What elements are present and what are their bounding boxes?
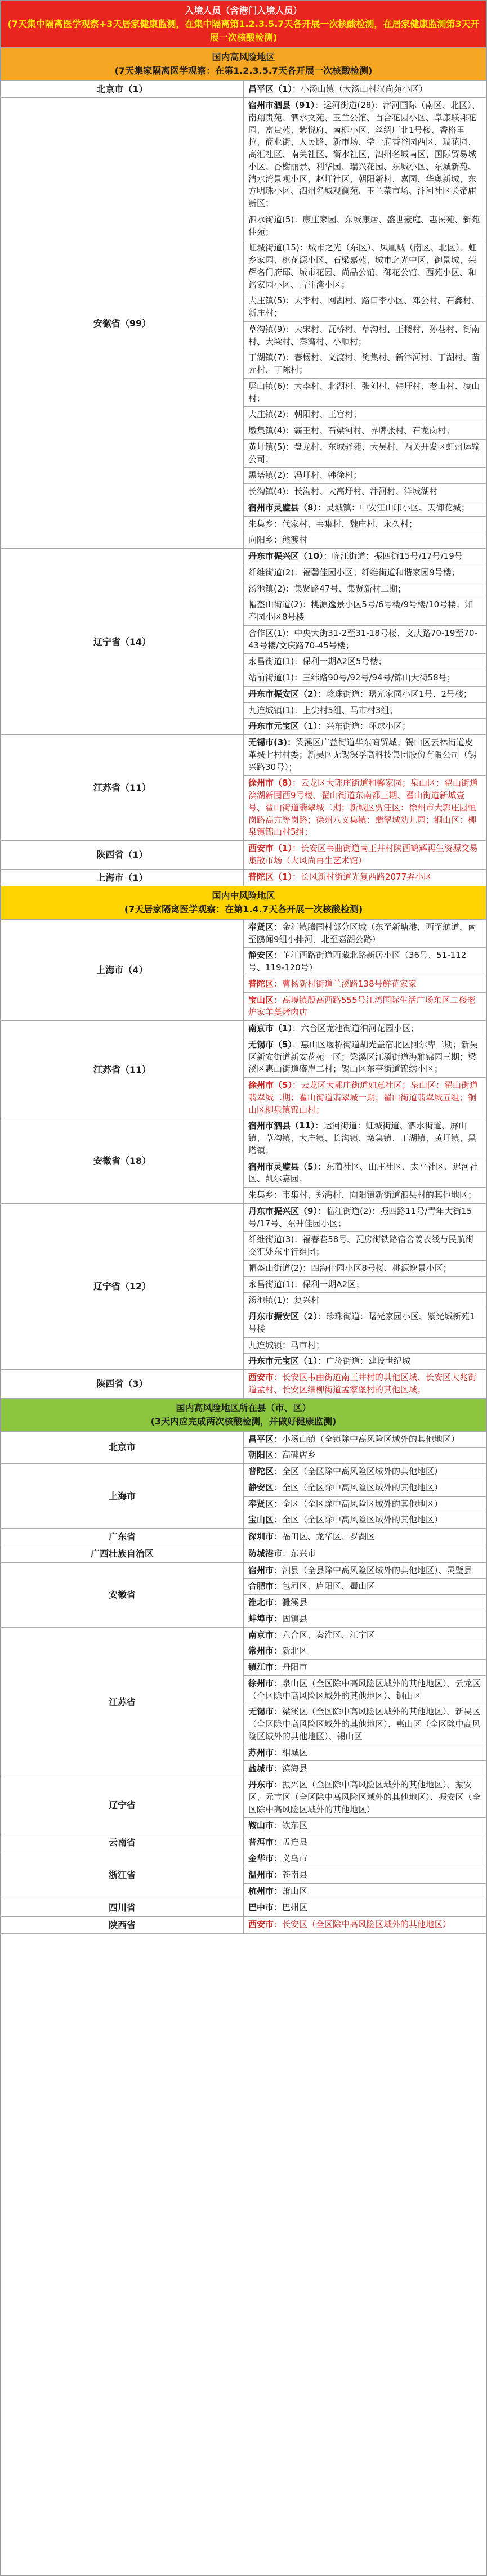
table-row: [1, 869, 486, 886]
area-cell: [244, 532, 486, 549]
area-head: 丹东市元宝区（1）: [248, 1356, 318, 1367]
area-head: 巴中市: [248, 1902, 274, 1913]
area-text: 泗水街道(5)：康庄家园、东城康居、盛世豪庭、惠民苑、新苑佳苑；: [248, 214, 480, 237]
area-cell: [244, 1883, 486, 1899]
area-cell: [244, 1188, 486, 1204]
area-cell: [244, 549, 486, 565]
area-text: 朱集乡：代家村、韦集村、魏庄村、永久村；: [248, 518, 418, 529]
area-head: 昌平区（1）: [248, 83, 292, 94]
area-head: 杭州市: [248, 1885, 274, 1896]
province-cell: 浙江省: [1, 1851, 244, 1899]
area-cell: [244, 1643, 486, 1660]
area-head: 宿州市灵璧县（5）: [248, 1161, 318, 1172]
area-text: ：包河区、庐阳区、蜀山区: [274, 1581, 376, 1592]
area-text: ：泉山区（全区除中高风险区域外的其他地区）、云龙区（全区除中高风险区域外的其他地区）、铜山区: [248, 1678, 481, 1701]
area-text: 汤池镇(2)：集贤路47号、集贤新村二期；: [248, 583, 406, 594]
area-cell: [244, 1354, 486, 1370]
area-text: 草沟镇(9)：大宋村、瓦桥村、草沟村、王楼村、孙巷村、街南村、大梁村、秦湾村、小顺村；: [248, 324, 480, 347]
area-head: 金华市: [248, 1853, 274, 1864]
area-text: ：全区（全区除中高风险区域外的其他地区）: [274, 1498, 443, 1509]
section-title: 国内中风险地区: [212, 890, 275, 901]
area-head: 合肥市: [248, 1581, 274, 1592]
area-text: ：兴东街道：环球小区；: [317, 721, 410, 732]
area-cell: [244, 1260, 486, 1276]
area-head: 苏州市: [248, 1747, 274, 1758]
area-cell: [244, 321, 486, 350]
area-cell: [244, 1834, 486, 1851]
area-head: 无锡市: [248, 1706, 274, 1717]
province-cell: 辽宁省: [1, 1777, 244, 1834]
area-text: ：珍珠街道：曙光家园小区1号、2号楼；: [317, 688, 472, 699]
area-head: 徐州市（5）: [248, 1080, 292, 1091]
area-text: ：芷江西路街道西藏北路新居小区（36号、51-112号、119-120号）: [248, 950, 467, 973]
area-text: ：运河街道：虹城街道、泗水街道、屏山镇、草沟镇、大庄镇、长沟镇、墩集镇、丁湖镇、黄圩镇、黑塔镇；: [248, 1121, 477, 1155]
area-text: ：广济街道：建设世纪城: [317, 1356, 410, 1367]
area-cell: [244, 976, 486, 992]
area-text: ：苍南县: [274, 1869, 308, 1880]
area-text: ：临江街道：振四街15号/17号/19号: [323, 551, 463, 562]
section-title: 国内高风险地区: [212, 52, 275, 62]
area-head: 宿州市泗县（11）: [248, 1121, 315, 1131]
province-cell: 江苏省（11）: [1, 1021, 244, 1118]
table-row: [1, 1562, 486, 1579]
area-text: ：东兴市: [282, 1548, 316, 1559]
area-text: ：全区（全区除中高风险区域外的其他地区）: [274, 1482, 443, 1493]
area-cell: [244, 1529, 486, 1545]
area-cell: [244, 1818, 486, 1834]
area-text: 屏山镇(6)：大李村、北湖村、张刘村、韩圩村、老山村、凌山村；: [248, 380, 480, 404]
area-text: 大庄镇(5)：大李村、网湖村、路口李小区、邓公村、石鑫村、新庄村；: [248, 295, 480, 319]
area-cell: [244, 1078, 486, 1118]
province-cell: 安徽省（18）: [1, 1118, 244, 1204]
table-row: [1, 1545, 486, 1562]
area-cell: [244, 1851, 486, 1867]
area-head: 宝山区: [248, 1515, 274, 1525]
table-row: [1, 1464, 486, 1480]
area-text: 长沟镇(4)：长沟村、大高圩村、汴河村、洋城湖村: [248, 486, 438, 497]
area-cell: [244, 776, 486, 841]
area-head: 无锡市(3)：: [248, 737, 296, 748]
province-cell: 辽宁省（12）: [1, 1203, 244, 1369]
area-head: 丹东市: [248, 1780, 274, 1790]
area-head: 丹东市振兴区（9）: [248, 1206, 318, 1216]
area-head: 丹东市元宝区（1）: [248, 721, 318, 732]
province-cell: 安徽省: [1, 1562, 244, 1627]
area-text: ：珍珠街道：曙光家园小区、紫光城新苑1号楼: [248, 1311, 475, 1334]
table-row: [1, 1851, 486, 1867]
area-cell: [244, 1704, 486, 1745]
section-subtitle: (3天内应完成两次核酸检测，并做好健康监测): [150, 1415, 337, 1427]
area-text: ：铁东区: [274, 1820, 308, 1831]
area-head: 鞍山市: [248, 1820, 274, 1831]
area-text: 纤维街道(2)：福馨佳园小区；纤维街道和谐家园9号楼；: [248, 567, 460, 577]
area-head: 静安区: [248, 950, 274, 961]
area-text: 向阳乡：熊渡村: [248, 535, 308, 545]
area-cell: [244, 1562, 486, 1579]
area-cell: [244, 735, 486, 776]
section-header-row: [1, 48, 486, 81]
area-text: ：振兴区（全区除中高风险区域外的其他地区）、振安区、元宝区（全区除中高风险区域外的其他地区）、振安区（全区除中高风险区域外的其他地区）: [248, 1780, 481, 1815]
area-head: 盐城市: [248, 1763, 274, 1774]
section-header: [1, 886, 486, 919]
area-cell: [244, 484, 486, 500]
area-cell: [244, 1627, 486, 1643]
area-text: ：运河街道(28)：汴河国际（南区、北区）、南翔贵苑、泗水文苑、玉兰公馆、百合花园小区、阜康联邦花园、富贵苑、紫悦府、南柳小区、丝绸厂北1号楼、香格里拉、商业街、人民路、新市场、学士府香谷园西区、瑞花园、高汇社区、南关社区、衡水社区、泗州名城南区、国际贸易城小区、香榭丽景、利华园、瑞兴花园、东城小区、东城新苑、清水湾景观小区、赵圩社区、朝阳新村、嘉园、华奥新城、东方明珠小区、泗州名城观澜苑、玉兰菜市场、汴河社区关帝庙新区；: [248, 100, 480, 209]
area-cell: [244, 1745, 486, 1761]
area-cell: [244, 240, 486, 293]
area-text: 九连城镇：马市村；: [248, 1339, 325, 1350]
province-cell: 辽宁省（14）: [1, 549, 244, 735]
area-head: 西安市: [248, 1919, 274, 1930]
area-cell: [244, 1276, 486, 1293]
area-cell: [244, 81, 486, 98]
province-cell: 江苏省: [1, 1627, 244, 1777]
table-row: [1, 1370, 486, 1399]
area-text: ：孟连县: [274, 1836, 308, 1847]
province-cell: 广东省: [1, 1529, 244, 1545]
area-text: ：萧山区: [274, 1885, 308, 1896]
table-row: [1, 1203, 486, 1232]
area-cell: [244, 378, 486, 407]
area-cell: [244, 1496, 486, 1512]
area-cell: [244, 1448, 486, 1464]
province-cell: 广西壮族自治区: [1, 1545, 244, 1562]
area-head: 丹东市振安区（2）: [248, 688, 318, 699]
province-cell: 陕西省: [1, 1916, 244, 1933]
area-text: ：东蔺社区、山庄社区、太平社区、迟河社区、凯尔嘉园；: [248, 1161, 478, 1184]
area-cell: [244, 1293, 486, 1309]
province-cell: 江苏省（11）: [1, 735, 244, 841]
area-text: ：惠山区堰桥街道胡光盖宿北区阿尔卑二期；新吴区新安街道新安花苑一区；梁溪区江溪街道海雅锦园三期；梁溪区惠山街道盛岸二村；锡山区东亭街道锦绣小区；: [248, 1039, 478, 1074]
area-text: ：义乌市: [274, 1853, 308, 1864]
table-row: [1, 1916, 486, 1933]
area-head: 淮北市: [248, 1597, 274, 1607]
area-head: 丹东市振安区（2）: [248, 1311, 318, 1322]
area-cell: [244, 1512, 486, 1529]
title-cell: [1, 1, 486, 48]
area-cell: [244, 1480, 486, 1496]
area-text: 丁湖镇(7)：春杨村、义渡村、樊集村、新汴河村、丁湖村、苗元村、丁陈村；: [248, 352, 480, 375]
area-text: 帽盔山街道(2)：四海佳园小区8号楼、桃源逸景小区；: [248, 1262, 452, 1273]
area-head: 常州市: [248, 1646, 274, 1656]
area-cell: [244, 1761, 486, 1777]
area-head: 温州市: [248, 1869, 274, 1880]
area-head: 宿州市: [248, 1565, 274, 1575]
province-cell: 上海市: [1, 1464, 244, 1529]
area-text: ：相城区: [274, 1747, 308, 1758]
area-text: ：小汤山镇（全镇除中高风险区域外的其他地区）: [274, 1433, 460, 1444]
table-row: [1, 1021, 486, 1037]
table-row: [1, 1118, 486, 1159]
area-cell: [244, 1545, 486, 1562]
area-head: 徐州市（8）: [248, 778, 292, 789]
area-cell: [244, 1203, 486, 1232]
area-head: 普陀区: [248, 978, 274, 989]
area-cell: [244, 565, 486, 581]
area-head: 西安市（1）: [248, 843, 292, 854]
title-row: [1, 1, 486, 48]
area-text: 墩集镇(4)：霸王村、石梁河村、界牌张村、石龙岗村；: [248, 425, 455, 436]
area-head: 南京市（1）: [248, 1023, 292, 1034]
area-text: 虹城街道(15)：城市之光（东区）、凤凰城（南区、北区）、虹乡家园、桃花源小区、石梁嘉苑、城市之光中区、御景城、荣辉名门府邸、城市花园、尚品公馆、御花公馆、西苑小区、和谐家园小区、古汴湾小区；: [248, 243, 477, 290]
area-text: 合作区(1)：中央大街31-2至31-18号楼、文庆路70-19至70-43号楼/文庆路70-45号楼；: [248, 628, 477, 651]
area-cell: [244, 1370, 486, 1399]
area-cell: [244, 1660, 486, 1676]
area-text: 黄圩镇(5)：盘龙村、东城驿苑、大吴村、西关开发区虹州运输公司；: [248, 441, 480, 464]
area-text: 汤池镇(1)：复兴村: [248, 1295, 320, 1306]
area-head: 奉贤区: [248, 921, 274, 932]
section-header: [1, 1398, 486, 1431]
table-row: [1, 1627, 486, 1643]
area-cell: [244, 1777, 486, 1818]
area-text: ：六合区、秦淮区、江宁区: [274, 1629, 376, 1640]
title-line2: (7天集中隔离医学观察+3天居家健康监测，在集中隔离第1.2.3.5.7天各开展一次核酸检测，在居家健康监测第3天开展一次核酸检测): [7, 19, 480, 43]
area-text: ：云龙区大郭庄街道和馨家园；泉山区：翟山街道滨湖新囤西9号楼、翟山街道东南都三期、翟山街道新城壹号、翟山街道翡翠城二期；新城区贾汪区：徐州市大郭庄园恒岗路高亢等岗路；徐州八义集镇：翡翠城幼儿园；铜山区：柳泉镇锦山村5组；: [248, 778, 478, 837]
area-cell: [244, 1037, 486, 1077]
area-cell: [244, 992, 486, 1021]
area-cell: [244, 1579, 486, 1595]
table-row: [1, 81, 486, 98]
area-cell: [244, 212, 486, 240]
area-text: ：长安区韦曲街道南王井村的其他区域、长安区大兆街道孟村、长安区细柳街道孟家堡村的其他区域；: [248, 1372, 477, 1395]
area-cell: [244, 1611, 486, 1627]
area-text: ：全区（全区除中高风险区域外的其他地区）: [274, 1515, 443, 1525]
area-text: ：小汤山镇（大汤山村汉尚苑小区）: [292, 83, 427, 94]
province-cell: 陕西省（1）: [1, 841, 244, 870]
area-cell: [244, 468, 486, 484]
area-cell: [244, 1916, 486, 1933]
area-cell: [244, 1431, 486, 1448]
section-header-row: [1, 1398, 486, 1431]
area-cell: [244, 1159, 486, 1188]
area-head: 昌平区: [248, 1433, 274, 1444]
area-text: ：临江街道(2)：振四路11号/青年大街15号/17号、东升佳园小区；: [248, 1206, 472, 1229]
area-head: 静安区: [248, 1482, 274, 1493]
area-text: ：金汇镇腾国村部分区域（东至新塘港，西至航道，南至鸥闻9组小排河，北至嘉湖公路）: [248, 921, 477, 944]
province-cell: 云南省: [1, 1834, 244, 1851]
area-head: 丹东市振兴区（10）: [248, 551, 324, 562]
area-head: 普洱市: [248, 1836, 274, 1847]
area-head: 无锡市（5）: [248, 1039, 292, 1050]
area-text: ：曹杨新村街道兰溪路138号鲜花家家: [274, 978, 417, 989]
area-cell: [244, 516, 486, 532]
area-cell: [244, 1675, 486, 1704]
province-cell: 四川省: [1, 1899, 244, 1916]
area-head: 徐州市: [248, 1678, 274, 1688]
area-head: 宿州市泗县（91）: [248, 100, 315, 111]
area-cell: [244, 581, 486, 597]
table-row: [1, 1777, 486, 1818]
section-header: [1, 48, 486, 81]
table-row: [1, 98, 486, 212]
area-cell: [244, 293, 486, 322]
area-cell: [244, 1337, 486, 1354]
area-text: 站前街道(1)：三纬路90号/92号/94号/锦山大街58号；: [248, 673, 455, 683]
area-text: ：六合区龙池街道泊河花园小区；: [292, 1023, 419, 1034]
area-text: ：新北区: [274, 1646, 308, 1656]
area-text: 永昌街道(1)：保利一期A2区；: [248, 1279, 365, 1289]
table-body: [1, 1, 486, 1934]
area-cell: [244, 98, 486, 212]
area-head: 西安市: [248, 1372, 274, 1383]
province-cell: 安徽省（99）: [1, 98, 244, 549]
area-cell: [244, 1118, 486, 1159]
table-row: [1, 1899, 486, 1916]
table-row: [1, 549, 486, 565]
area-text: ：长安区（全区除中高风险区域外的其他地区）: [274, 1919, 452, 1930]
section-subtitle: (7天居家隔离医学观察：在第1.4.7天各开展一次核酸检测): [124, 903, 363, 915]
table-row: [1, 1431, 486, 1448]
area-text: 黑塔镇(2)：冯圩村、韩徐村；: [248, 470, 362, 481]
area-cell: [244, 597, 486, 626]
table-row: [1, 841, 486, 870]
area-cell: [244, 423, 486, 440]
area-text: ：丹阳市: [274, 1662, 308, 1672]
area-cell: [244, 948, 486, 976]
area-cell: [244, 1464, 486, 1480]
area-text: 梁溪区广益街道华东商贸城；锡山区云林街道皮革城七村村委；新吴区无锡深孚高科技集团股份有限公司（锡兴路30号）；: [248, 737, 477, 772]
area-head: 蚌埠市: [248, 1613, 274, 1624]
province-cell: 陕西省（3）: [1, 1370, 244, 1399]
area-head: 普陀区: [248, 1466, 274, 1477]
area-text: ：濉溪县: [274, 1597, 308, 1607]
area-head: 朝阳区: [248, 1450, 274, 1461]
area-text: ：全区（全区除中高风险区域外的其他地区）: [274, 1466, 443, 1477]
area-cell: [244, 1867, 486, 1883]
area-cell: [244, 869, 486, 886]
area-head: 奉贤区: [248, 1498, 274, 1509]
area-text: ：灵城镇：中安江山印小区、天御花城；: [317, 502, 470, 513]
area-text: ：高境镇殷高西路555号江湾国际生活广场东区二楼老炉家羊羹烤肉店: [248, 994, 476, 1018]
area-head: 镇江市: [248, 1662, 274, 1672]
area-head: 宝山区: [248, 994, 274, 1005]
area-cell: [244, 1899, 486, 1916]
area-text: ：高碑店乡: [274, 1450, 316, 1461]
province-cell: 上海市（1）: [1, 869, 244, 886]
area-text: 九连城镇(1)：上尖村5组、马市村3组；: [248, 705, 398, 715]
province-cell: 上海市（4）: [1, 919, 244, 1020]
area-head: 深圳市: [248, 1531, 274, 1542]
area-head: 南京市: [248, 1629, 274, 1640]
area-cell: [244, 500, 486, 516]
area-cell: [244, 719, 486, 735]
table-row: [1, 1529, 486, 1545]
risk-area-table: [1, 1, 486, 1934]
area-cell: [244, 919, 486, 948]
area-text: 纤维街道(3)：福春巷58号、瓦房街铁路宿舍姜衣线与民航街交汇处东平行组团；: [248, 1234, 474, 1257]
area-text: ：滨海县: [274, 1763, 308, 1774]
area-cell: [244, 1021, 486, 1037]
area-text: 帽盔山街道(2)：桃源逸景小区5号/6号楼/9号楼/10号楼；知春园小区8号楼: [248, 599, 473, 622]
area-cell: [244, 350, 486, 379]
area-text: ：巴州区: [274, 1902, 308, 1913]
area-text: ：梁溪区（全区除中高风险区域外的其他地区）、新吴区（全区除中高风险区域外的其他地区）、惠山区（全区除中高风险区域外的其他地区）、锡山区: [248, 1706, 481, 1741]
section-title: 国内高风险地区所在县（市、区）: [176, 1402, 311, 1413]
area-cell: [244, 1232, 486, 1261]
area-text: ：长风新村街道光复西路2077弄小区: [292, 872, 432, 882]
area-cell: [244, 407, 486, 423]
area-head: 普陀区（1）: [248, 872, 292, 882]
area-head: 防城港市: [248, 1548, 283, 1559]
area-text: ：固镇县: [274, 1613, 308, 1624]
area-text: ：云龙区大郭庄街道如意社区；泉山区：翟山街道翡翠城二期；翟山街道翡翠城一期；翟山街道翡翠城五组；铜山区柳泉镇锦山村；: [248, 1080, 478, 1115]
province-cell: 北京市（1）: [1, 81, 244, 98]
area-text: 朱集乡：韦集村、郑湾村、向阳镇新街道泗县村的其他地区；: [248, 1190, 477, 1200]
title-line1: 入境人员（含港门入境人员）: [185, 5, 302, 16]
area-head: 宿州市灵璧县（8）: [248, 502, 318, 513]
area-cell: [244, 1309, 486, 1338]
table-row: [1, 735, 486, 776]
area-text: ：泗县（全县除中高风险区域外的其他地区）、灵璧县: [274, 1565, 472, 1575]
area-cell: [244, 702, 486, 719]
area-cell: [244, 686, 486, 702]
area-cell: [244, 1595, 486, 1611]
section-subtitle: (7天集家隔离医学观察：在第1.2.3.5.7天各开展一次核酸检测): [114, 65, 373, 76]
table-row: [1, 919, 486, 948]
area-text: 大庄镇(2)：朝阳村、王宫村；: [248, 409, 362, 420]
province-cell: 北京市: [1, 1431, 244, 1464]
area-cell: [244, 670, 486, 687]
area-cell: [244, 841, 486, 870]
area-text: ：福田区、龙华区、罗湖区: [274, 1531, 376, 1542]
area-cell: [244, 654, 486, 670]
area-cell: [244, 625, 486, 654]
section-header-row: [1, 886, 486, 919]
area-text: ：长安区韦曲街道南王井村陕西鹤辉再生资源交易集散市场（大风尚再生艺术馆）: [248, 843, 478, 866]
table-row: [1, 1834, 486, 1851]
area-cell: [244, 439, 486, 468]
area-text: 永昌街道(1)：保利一期A2区5号楼；: [248, 656, 387, 667]
